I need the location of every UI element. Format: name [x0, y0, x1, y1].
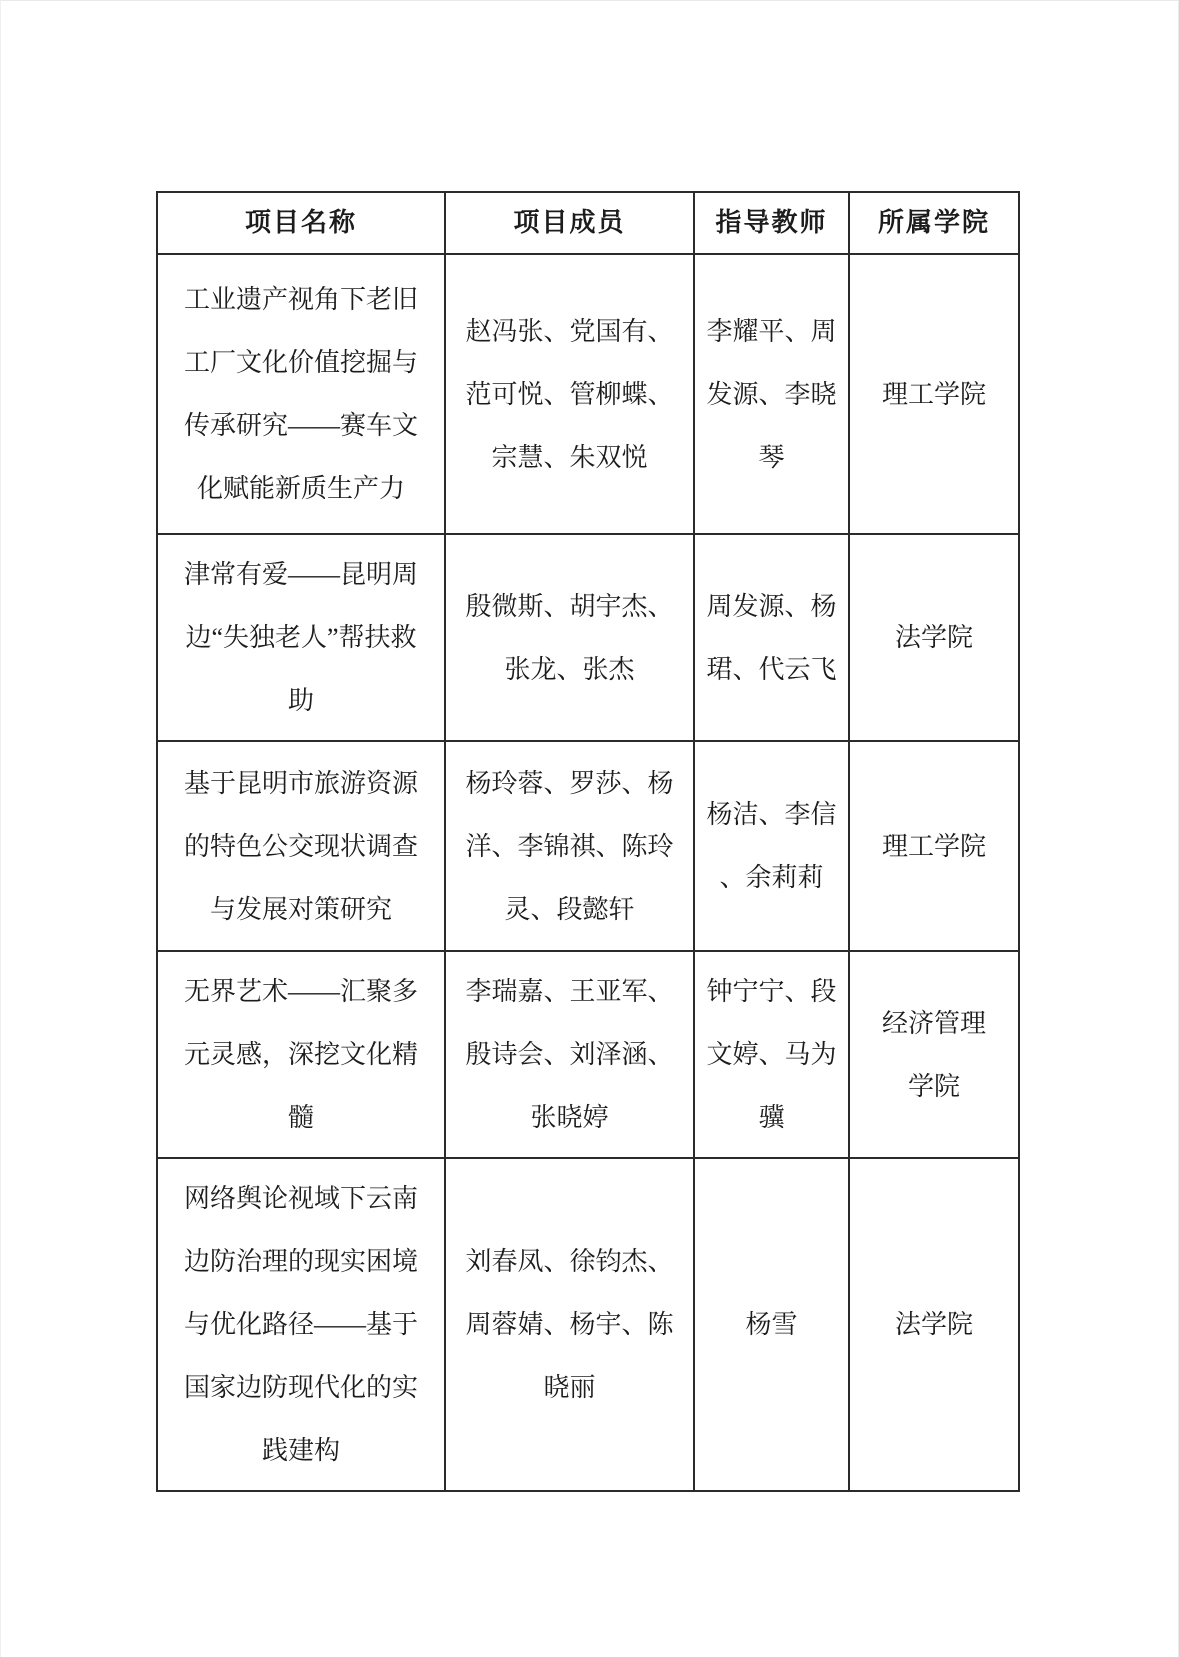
college-cell: 法学院 [849, 534, 1019, 741]
table-row [157, 254, 1019, 534]
advisors-cell: 周发源、杨珺、代云飞 [694, 534, 849, 741]
advisors-cell: 杨雪 [694, 1158, 849, 1491]
project-name-cell: 工业遗产视角下老旧工厂文化价值挖掘与传承研究——赛车文化赋能新质生产力 [157, 254, 445, 534]
table-row [157, 951, 1019, 1158]
header-cell-college: 所属学院 [849, 192, 1019, 254]
header-cell-advisors: 指导教师 [694, 192, 849, 254]
table-row [157, 741, 1019, 951]
project-members-cell: 李瑞嘉、王亚军、殷诗会、刘泽涵、张晓婷 [445, 951, 694, 1158]
project-name-cell: 网络舆论视域下云南边防治理的现实困境与优化路径——基于国家边防现代化的实践建构 [157, 1158, 445, 1491]
project-members-cell: 赵冯张、党国有、范可悦、管柳蝶、宗慧、朱双悦 [445, 254, 694, 534]
project-name-cell: 基于昆明市旅游资源的特色公交现状调查与发展对策研究 [157, 741, 445, 951]
advisors-cell: 杨洁、李信、余莉莉 [694, 741, 849, 951]
advisors-cell: 钟宁宁、段文婷、马为骥 [694, 951, 849, 1158]
header-cell-project-name: 项目名称 [157, 192, 445, 254]
project-members-cell: 杨玲蓉、罗莎、杨洋、李锦祺、陈玲灵、段懿轩 [445, 741, 694, 951]
project-name-cell: 无界艺术——汇聚多元灵感，深挖文化精髓 [157, 951, 445, 1158]
projects-table [156, 191, 1020, 1492]
project-members-cell: 刘春凤、徐钧杰、周蓉婧、杨宇、陈晓丽 [445, 1158, 694, 1491]
college-cell: 法学院 [849, 1158, 1019, 1491]
table-row [157, 1158, 1019, 1491]
college-cell: 理工学院 [849, 254, 1019, 534]
project-name-cell: 津常有爱——昆明周边“失独老人”帮扶救助 [157, 534, 445, 741]
advisors-cell: 李耀平、周发源、李晓琴 [694, 254, 849, 534]
header-cell-project-members: 项目成员 [445, 192, 694, 254]
table-header-row [157, 192, 1019, 254]
college-cell: 理工学院 [849, 741, 1019, 951]
college-cell: 经济管理学院 [849, 951, 1019, 1158]
project-members-cell: 殷微斯、胡宇杰、张龙、张杰 [445, 534, 694, 741]
projects-table-body [157, 254, 1019, 1491]
table-row [157, 534, 1019, 741]
